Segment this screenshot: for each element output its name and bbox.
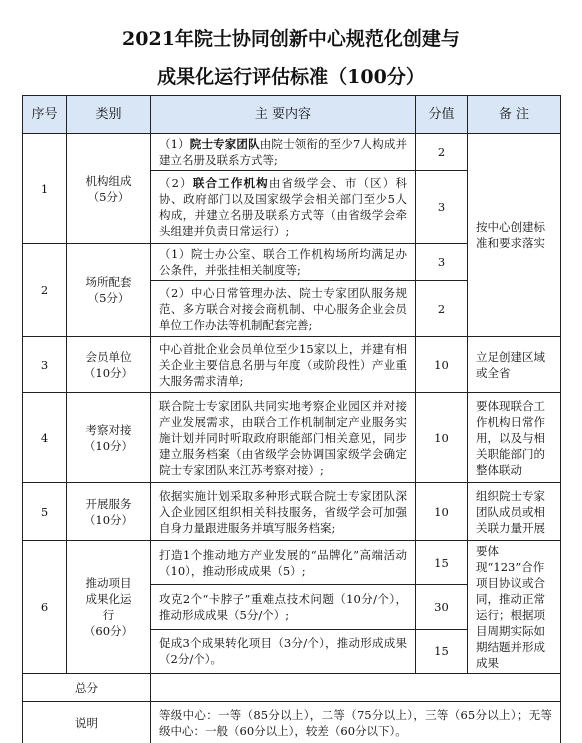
category-name-line1: 推动项目 — [85, 576, 132, 590]
score-cell: 2 — [416, 134, 468, 171]
score-cell: 30 — [416, 585, 468, 629]
header-score: 分值 — [416, 96, 468, 134]
score-cell: 10 — [416, 337, 468, 393]
table-row — [23, 483, 561, 541]
category-name: 考察对接 — [85, 422, 132, 437]
note-cell: 组织院士专家团队成员或相关联力量开展 — [468, 483, 561, 541]
category-name-line3: 行 — [102, 608, 115, 622]
content-cell: （1）院士办公室、联合工作机构场所均满足办公条件，并张挂相关制度等; — [151, 244, 416, 281]
header-note: 备 注 — [468, 96, 561, 134]
content-cell: 依据实施计划采取多种形式联合院士专家团队深入企业园区组织相关科技服务，省级学会可加强自身力量跟进服务并填写服务档案; — [151, 483, 416, 541]
row-category — [67, 244, 151, 337]
document-title-line2: 成果化运行评估标准（100分） — [157, 66, 425, 88]
category-score: （10分） — [83, 438, 134, 453]
document-title-line1: 2021年院士协同创新中心规范化创建与 — [122, 28, 460, 50]
score-cell: 10 — [416, 393, 468, 483]
item-text: 由省级学会、市（区）科协、政府部门以及国家级学会相关部门至少5人构成，并建立名册及联系方式等（由省级学会牵头组建并负责日常运行）; — [159, 176, 408, 238]
table-row-total — [23, 674, 561, 702]
item-prefix: （1） — [159, 137, 190, 151]
row-number: 2 — [23, 244, 67, 337]
explanation-label: 说明 — [23, 702, 151, 743]
content-cell: 打造1个推动地方产业发展的“品牌化”高端活动（10），推动形成成果（5）; — [151, 541, 416, 585]
item-bold-term: 院士专家团队 — [189, 137, 260, 151]
total-value — [151, 674, 561, 702]
category-name-line2: 成果化运 — [85, 592, 132, 606]
row-category — [67, 134, 151, 244]
category-score: （10分） — [83, 512, 134, 527]
evaluation-table — [22, 95, 561, 743]
table-row-explanation — [23, 702, 561, 743]
category-score: （60分） — [83, 624, 134, 638]
note-cell: 要体现“123”合作项目协议或合同，推动正常运行；根据项目周期实际如期结题并形成成果 — [468, 541, 561, 674]
item-bold-term: 联合工作机构 — [192, 176, 269, 190]
row-category — [67, 337, 151, 393]
score-cell: 3 — [416, 244, 468, 281]
explanation-content: 等级中心：一等（85分以上），二等（75分以上），三等（65分以上）；无等级中心：一般（60分以上），较差（60分以下）。 — [151, 702, 561, 743]
row-number: 6 — [23, 541, 67, 674]
score-cell: 2 — [416, 281, 468, 337]
note-cell: 要体现联合工作机构日常作用，以及与相关职能部门的整体联动 — [468, 393, 561, 483]
total-label: 总分 — [23, 674, 151, 702]
score-cell: 10 — [416, 483, 468, 541]
category-name: 开展服务 — [85, 496, 132, 511]
table-row — [23, 134, 561, 171]
table-row — [23, 337, 561, 393]
row-category — [67, 393, 151, 483]
category-score: （5分） — [87, 189, 130, 204]
category-score: （10分） — [83, 365, 134, 380]
score-cell: 3 — [416, 171, 468, 244]
content-cell — [151, 134, 416, 171]
header-content: 主 要内容 — [151, 96, 416, 134]
table-header-row — [23, 96, 561, 134]
content-cell: 促成3个成果转化项目（3分/个），推动形成成果（2分/个）。 — [151, 629, 416, 673]
score-cell: 15 — [416, 629, 468, 673]
score-cell: 15 — [416, 541, 468, 585]
category-name: 机构组成 — [85, 173, 132, 188]
header-category: 类别 — [67, 96, 151, 134]
content-cell: 联合院士专家团队共同实地考察企业园区并对接产业发展需求，由联合工作机制制定产业服务实施计划并同时听取政府职能部门相关意见，同步建立服务档案（由省级学会协调国家级学会确定院士专家团队来江苏考察对接）; — [151, 393, 416, 483]
category-score: （5分） — [87, 291, 130, 305]
table-row — [23, 393, 561, 483]
item-prefix: （2） — [159, 176, 193, 190]
note-cell: 按中心创建标准和要求落实 — [468, 134, 561, 337]
item-text: 由院士领衔的至少7人构成并建立名册及联系方式等; — [159, 137, 407, 167]
category-name: 会员单位 — [85, 349, 132, 364]
row-number: 5 — [23, 483, 67, 541]
content-cell: （2）中心日常管理办法、院士专家团队服务规范、多方联合对接会商机制、中心服务企业会员单位工作办法等机制配套完善; — [151, 281, 416, 337]
row-number: 3 — [23, 337, 67, 393]
category-name: 场所配套 — [85, 275, 132, 289]
row-number: 4 — [23, 393, 67, 483]
table-row — [23, 541, 561, 585]
row-category — [67, 483, 151, 541]
content-cell: 攻克2个“卡脖子”重难点技术问题（10分/个），推动形成成果（5分/个）; — [151, 585, 416, 629]
row-number: 1 — [23, 134, 67, 244]
content-cell: 中心首批企业会员单位至少15家以上，并建有相关企业主要信息名册与年度（或阶段性）产业重大服务需求清单; — [151, 337, 416, 393]
content-cell — [151, 171, 416, 244]
note-cell: 立足创建区域或全省 — [468, 337, 561, 393]
header-no: 序号 — [23, 96, 67, 134]
row-category — [67, 541, 151, 674]
